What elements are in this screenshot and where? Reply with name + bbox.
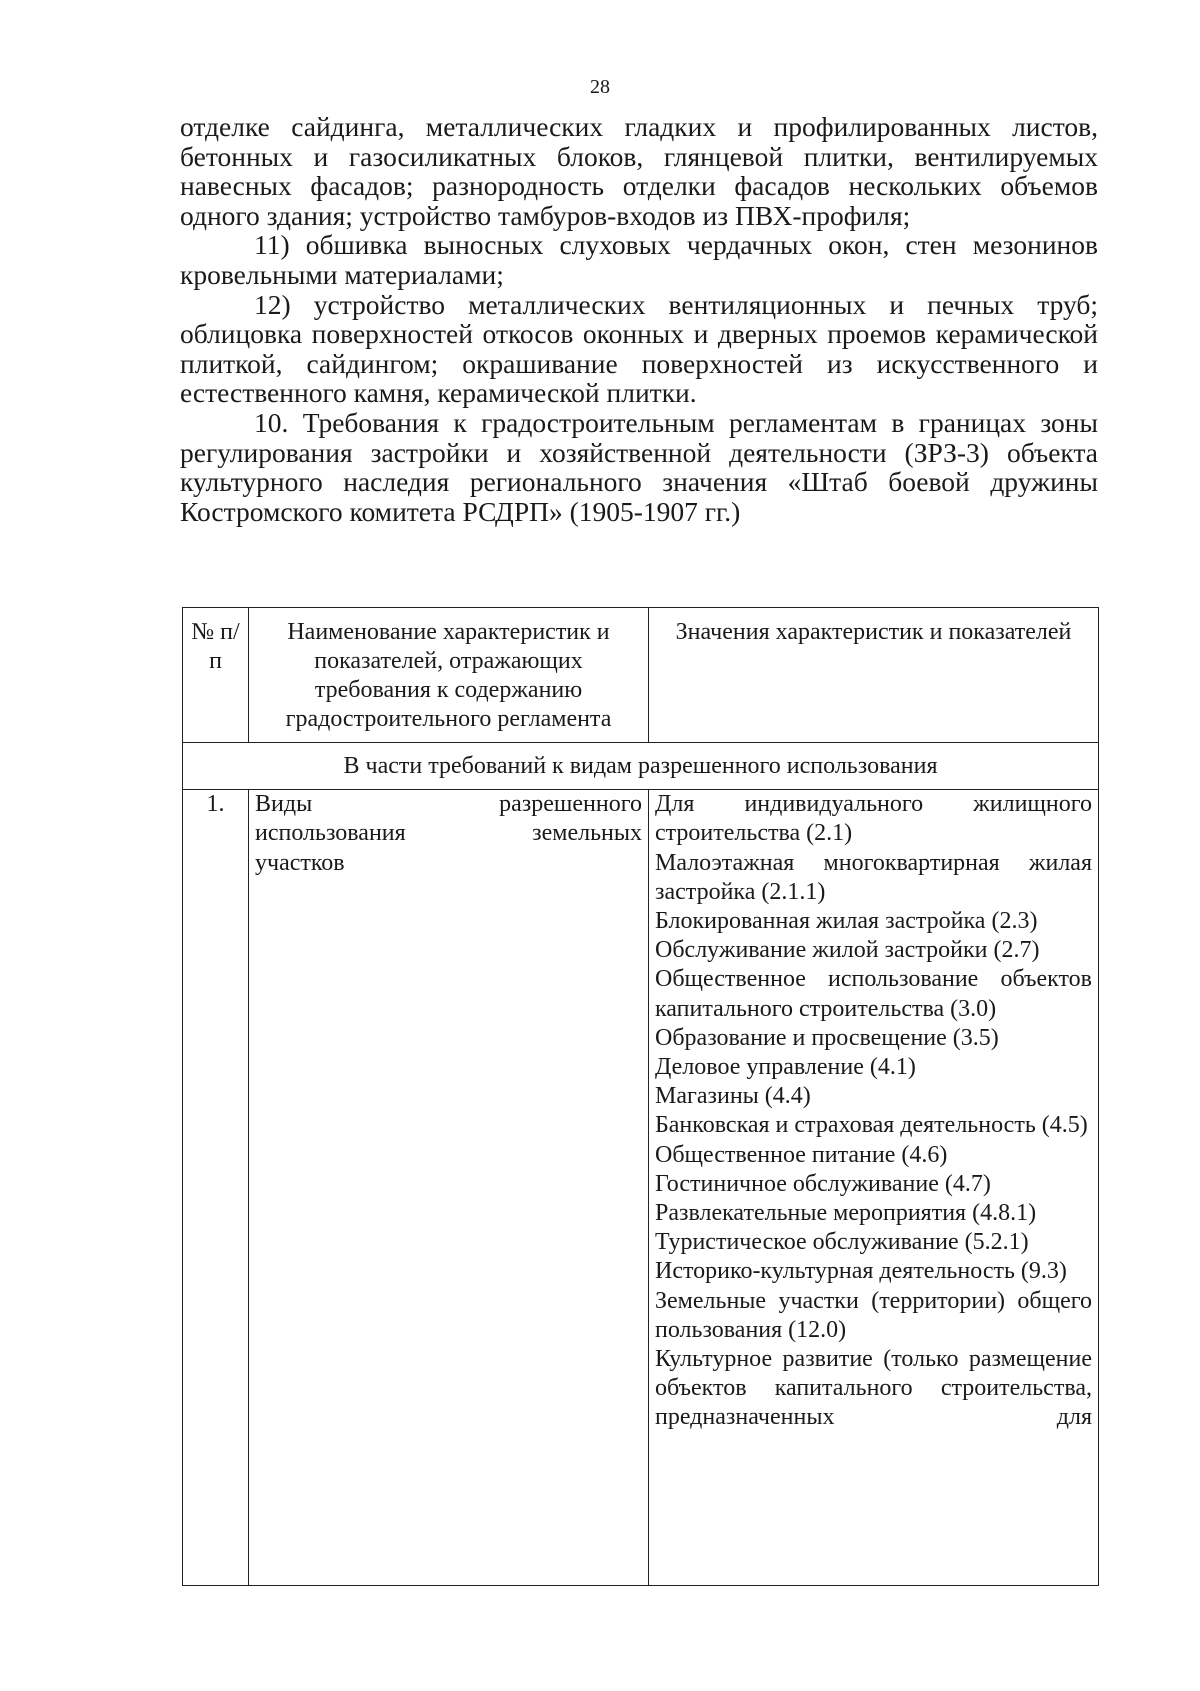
value-item: Банковская и страховая деятельность (4.5) — [655, 1112, 1088, 1139]
name-line: использования земельных — [255, 820, 642, 847]
paragraph: отделке сайдинга, металлических гладких и профилированных листов, бетонных и газосиликатных блоков, глянцевой плитки, вентилируемых навесных фасадов; разнородность отделки фасадов нескольких объемов одного здания; устройство тамбуров-входов из ПВХ-профиля; — [180, 111, 1098, 231]
value-item: Историко-культурная деятельность (9.3) — [655, 1258, 1067, 1285]
paragraph: 11) обшивка выносных слуховых чердачных окон, стен мезонинов кровельными материалами; — [180, 229, 1098, 290]
value-item: Туристическое обслуживание (5.2.1) — [655, 1229, 1029, 1256]
value-item: Культурное развитие (только размещение объектов капитального строительства, предназначенных для — [655, 1346, 1092, 1431]
regulation-table — [182, 607, 1099, 1586]
row-values — [649, 790, 1099, 1586]
table-header-row — [183, 608, 1099, 743]
value-item: Деловое управление (4.1) — [655, 1054, 916, 1081]
header-values: Значения характеристик и показателей — [649, 608, 1099, 743]
value-item: Магазины (4.4) — [655, 1083, 811, 1110]
name-line: Виды разрешенного — [255, 791, 642, 818]
value-item: Гостиничное обслуживание (4.7) — [655, 1170, 991, 1197]
paragraph: 12) устройство металлических вентиляционных и печных труб; облицовка поверхностей откосов оконных и дверных проемов керамической плиткой, сайдингом; окрашивание поверхностей из искусственного и естественного камня, керамической плитки. — [180, 288, 1098, 409]
paragraph: 10. Требования к градостроительным регламентам в границах зоны регулирования застройки и хозяйственной деятельности (ЗРЗ-3) объекта культурного наследия регионального значения «Штаб боевой дружины Костромского комитета РСДРП» (1905-1907 гг.) — [180, 406, 1098, 527]
value-item: Для индивидуального жилищного строительства (2.1) — [655, 791, 1092, 847]
header-name: Наименование характеристик и показателей, отражающих требования к содержанию градостроительного регламента — [249, 608, 649, 743]
value-item: Общественное использование объектов капитального строительства (3.0) — [655, 966, 1092, 1022]
row-number: 1. — [183, 790, 249, 1586]
body-text — [180, 112, 1098, 526]
value-item: Обслуживание жилой застройки (2.7) — [655, 937, 1040, 964]
section-title: В части требований к видам разрешенного использования — [183, 743, 1099, 790]
value-item: Малоэтажная многоквартирная жилая застройка (2.1.1) — [655, 849, 1092, 905]
value-item: Развлекательные мероприятия (4.8.1) — [655, 1200, 1037, 1227]
header-num: № п/п — [183, 608, 249, 743]
name-line: участков — [255, 849, 345, 876]
value-item: Земельные участки (территории) общего пользования (12.0) — [655, 1287, 1092, 1343]
value-item: Общественное питание (4.6) — [655, 1141, 948, 1168]
row-characteristic-name — [249, 790, 649, 1586]
page-number: 28 — [590, 76, 610, 98]
table-row — [183, 790, 1099, 1586]
table-section-row — [183, 743, 1099, 790]
value-item: Блокированная жилая застройка (2.3) — [655, 908, 1038, 935]
value-item: Образование и просвещение (3.5) — [655, 1024, 999, 1051]
